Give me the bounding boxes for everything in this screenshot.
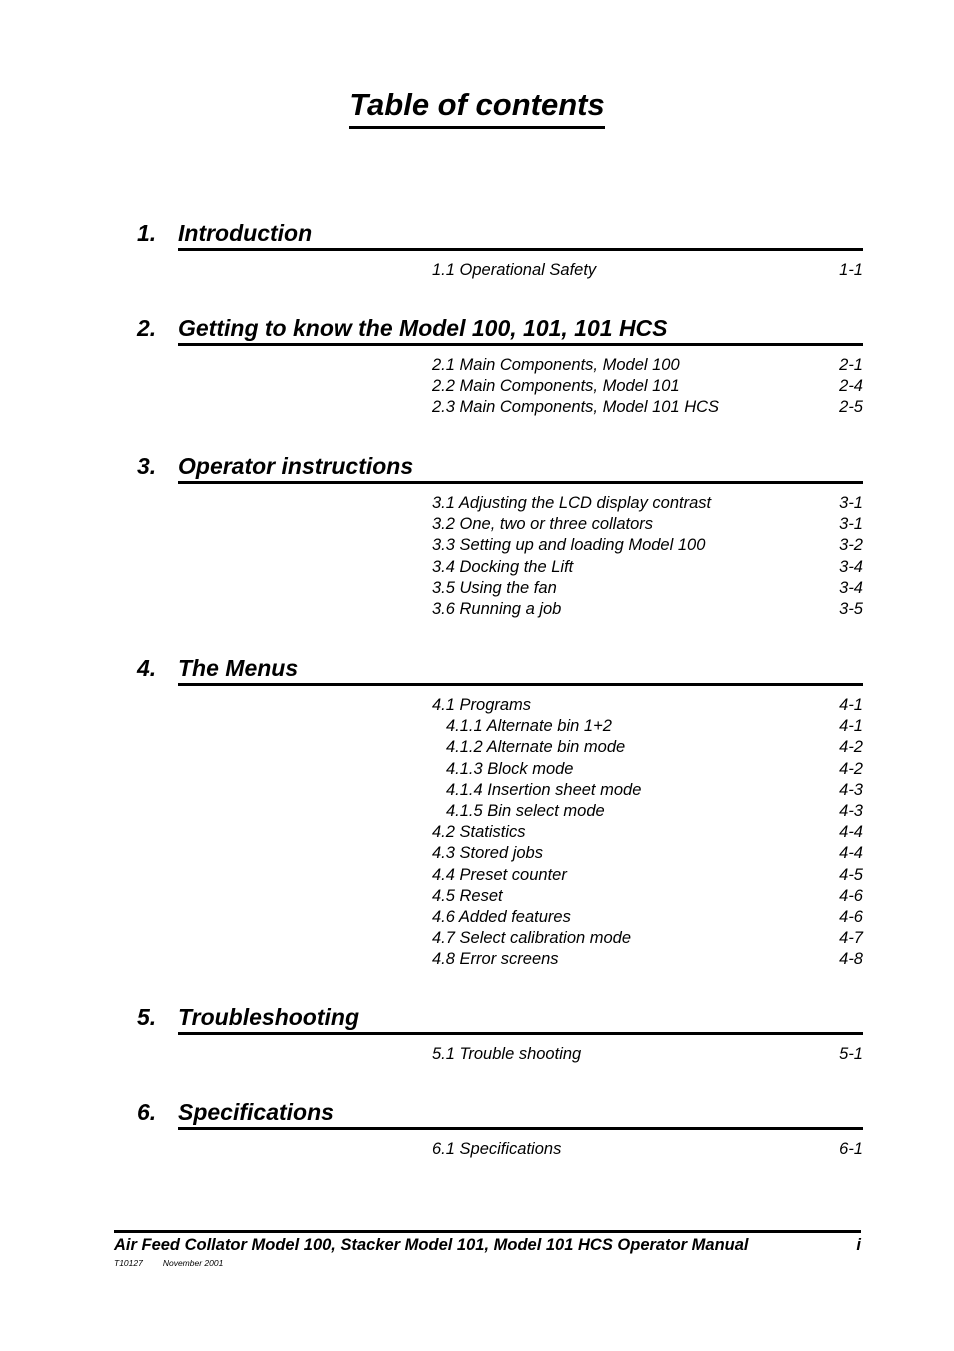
footer-doc-number: T10127 — [114, 1258, 143, 1268]
section-entries — [137, 260, 863, 281]
toc-entry[interactable] — [137, 578, 863, 599]
toc-entry[interactable] — [137, 949, 863, 970]
section-title: Troubleshooting — [178, 1002, 863, 1035]
toc-entry-page: 2-5 — [839, 398, 863, 417]
toc-entry-page: 4-7 — [839, 929, 863, 948]
toc-entry-label: 2.2 Main Components, Model 101 — [432, 377, 680, 396]
section-number: 6. — [137, 1099, 157, 1125]
toc-entry-label: 4.1.5 Bin select mode — [446, 801, 605, 820]
toc-entry[interactable] — [137, 557, 863, 578]
toc-entry-page: 4-5 — [839, 865, 863, 884]
section-heading — [137, 1097, 863, 1131]
toc-entry[interactable] — [137, 737, 863, 758]
toc-entry-page: 3-1 — [839, 515, 863, 534]
footer-rule — [114, 1230, 861, 1233]
toc-entry-label: 3.3 Setting up and loading Model 100 — [432, 536, 706, 555]
section-heading — [137, 653, 863, 687]
toc-entry[interactable] — [137, 397, 863, 418]
toc-section — [137, 451, 863, 620]
toc-entry-page: 4-8 — [839, 950, 863, 969]
toc-entry-label: 4.4 Preset counter — [432, 865, 567, 884]
toc-entry-page: 3-2 — [839, 536, 863, 555]
section-title: Specifications — [178, 1097, 863, 1130]
section-number: 3. — [137, 453, 157, 479]
toc-entry[interactable] — [137, 843, 863, 864]
toc-entry[interactable] — [137, 260, 863, 281]
toc-entry[interactable] — [137, 535, 863, 556]
section-entries — [137, 1044, 863, 1065]
toc-entry-label: 4.7 Select calibration mode — [432, 929, 632, 948]
toc-entry-label: 4.3 Stored jobs — [432, 844, 543, 863]
toc-entry-page: 4-4 — [839, 823, 863, 842]
toc-entry-page: 4-1 — [839, 717, 863, 736]
section-number: 5. — [137, 1004, 157, 1030]
section-entries — [137, 1139, 863, 1160]
toc-entry-page: 6-1 — [839, 1140, 863, 1158]
toc-entry-page: 4-6 — [839, 907, 863, 926]
toc-entry-page: 4-2 — [839, 738, 863, 757]
toc-entry-page: 5-1 — [839, 1045, 863, 1063]
toc-entry-page: 2-4 — [839, 377, 863, 396]
toc-entry-label: 4.1.4 Insertion sheet mode — [446, 780, 642, 799]
toc-entry-page: 3-4 — [839, 578, 863, 597]
toc-entry-label: 3.6 Running a job — [432, 599, 562, 618]
toc-entry-label: 2.1 Main Components, Model 100 — [432, 356, 680, 374]
toc-entry[interactable] — [137, 1139, 863, 1160]
section-heading — [137, 218, 863, 252]
toc-entry[interactable] — [137, 355, 863, 376]
toc-entry[interactable] — [137, 716, 863, 737]
toc-section — [137, 1097, 863, 1160]
toc-entry[interactable] — [137, 514, 863, 535]
toc-entry-label: 3.4 Docking the Lift — [432, 557, 574, 576]
toc-section — [137, 1002, 863, 1065]
toc-entry-label: 4.1 Programs — [432, 696, 532, 714]
toc-entry[interactable] — [137, 801, 863, 822]
toc-entry-label: 4.6 Added features — [432, 907, 571, 926]
toc-entry[interactable] — [137, 376, 863, 397]
section-heading — [137, 1002, 863, 1036]
section-number: 4. — [137, 655, 157, 681]
toc-entry-page: 4-6 — [839, 886, 863, 905]
toc-entry-label: 2.3 Main Components, Model 101 HCS — [432, 398, 720, 417]
toc-entry-label: 1.1 Operational Safety — [432, 261, 597, 279]
toc-entry-page: 4-4 — [839, 844, 863, 863]
toc-entry-label: 4.8 Error screens — [432, 950, 559, 969]
toc-entry-page: 4-2 — [839, 759, 863, 778]
toc-entry[interactable] — [137, 780, 863, 801]
toc-entry-page: 3-1 — [839, 494, 863, 512]
toc-entry[interactable] — [137, 1044, 863, 1065]
toc-entry-label: 3.2 One, two or three collators — [432, 515, 654, 534]
toc-entry-label: 3.5 Using the fan — [432, 578, 557, 597]
section-heading — [137, 451, 863, 485]
toc-section — [137, 313, 863, 419]
toc-section — [137, 653, 863, 970]
toc-entry-label: 4.1.2 Alternate bin mode — [446, 738, 626, 757]
section-title: Operator instructions — [178, 451, 863, 484]
section-number: 2. — [137, 315, 157, 341]
toc-entry-page: 4-1 — [839, 696, 863, 714]
toc-entry[interactable] — [137, 907, 863, 928]
toc-entry-label: 4.5 Reset — [432, 886, 503, 905]
toc-section — [137, 218, 863, 281]
toc-entry-label: 4.2 Statistics — [432, 823, 526, 842]
toc-entry-page: 4-3 — [839, 801, 863, 820]
footer-page-number: i — [856, 1236, 861, 1254]
toc-entry-label: 6.1 Specifications — [432, 1140, 562, 1158]
toc-entry[interactable] — [137, 695, 863, 716]
footer-meta — [114, 1258, 223, 1268]
toc-entry[interactable] — [137, 865, 863, 886]
toc-entry[interactable] — [137, 822, 863, 843]
section-entries — [137, 355, 863, 419]
toc-entry[interactable] — [137, 493, 863, 514]
toc-entry-page: 3-4 — [839, 557, 863, 576]
section-title: Introduction — [178, 218, 863, 251]
section-number: 1. — [137, 220, 157, 246]
section-title: The Menus — [178, 653, 863, 686]
section-entries — [137, 493, 863, 620]
toc-entry[interactable] — [137, 599, 863, 620]
toc-entry-page: 4-3 — [839, 780, 863, 799]
toc-entry[interactable] — [137, 886, 863, 907]
section-title: Getting to know the Model 100, 101, 101 HCS — [178, 313, 863, 346]
toc-entry-page: 1-1 — [839, 261, 863, 279]
toc-entry[interactable] — [137, 928, 863, 949]
section-heading — [137, 313, 863, 347]
toc-entry-label: 5.1 Trouble shooting — [432, 1045, 582, 1063]
page-title — [0, 86, 954, 129]
footer-date: November 2001 — [162, 1258, 224, 1268]
toc-entry-page: 2-1 — [839, 356, 863, 374]
toc-entry-page: 3-5 — [839, 599, 863, 618]
toc-entry-label: 3.1 Adjusting the LCD display contrast — [432, 494, 712, 512]
section-entries — [137, 695, 863, 970]
page-title-text: Table of contents — [349, 86, 604, 129]
toc-entry-label: 4.1.1 Alternate bin 1+2 — [446, 717, 612, 736]
toc-entry[interactable] — [137, 759, 863, 780]
footer-manual-title: Air Feed Collator Model 100, Stacker Model 101, Model 101 HCS Operator Manual — [114, 1236, 749, 1254]
toc-entry-label: 4.1.3 Block mode — [446, 759, 574, 778]
